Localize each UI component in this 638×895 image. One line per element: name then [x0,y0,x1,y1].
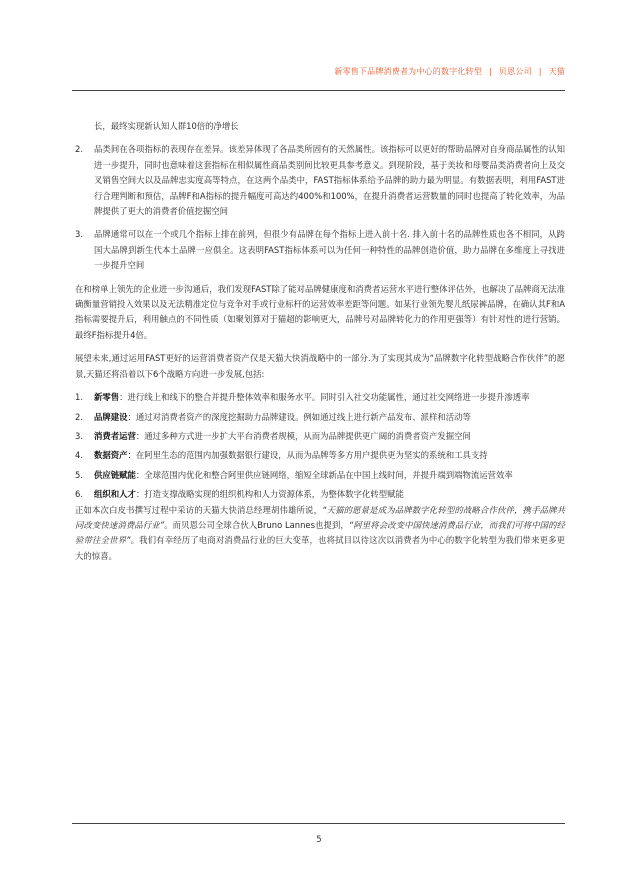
closing-text: 正如本次白皮书撰写过程中采访的天猫大快消总经理胡伟雄所说， [75,504,323,515]
list-number: 1. [75,392,83,403]
list-text: ：通过多种方式进一步扩大平台消费者规模，从而为品牌提供更广阔的消费者资产发掘空间 [135,430,471,441]
header-separator: | [488,67,492,76]
list-item [75,390,565,405]
list-text: ：在阿里生态的范围内加强数据银行建设，从而为品牌等多方用户提供更为坚实的系统和工具支持 [127,450,488,461]
list-number: 2. [75,144,83,155]
list-text: 品类间在各项指标的表现存在差异。该差异体现了各品类所固有的天然属性。该指标可以更好的帮助品牌对自身商品属性的认知进一步提升，同时也意味着这套指标在相似属性商品类别间比较更具参考意义。到现阶段，基于美妆和母婴品类消费者向上及交叉销售空间大以及品牌忠实度高等特点，在这两个品类中，FAST指标体系给予品牌的助力最为明显。有数据表明，利用FAST进行合理判断和预估，品牌F和A指标的提升幅度可高达约400%和100%，在提升消费者运营数量的同时也提高了转化效率，为品牌提供了更大的消费者价值挖掘空间 [94,144,565,217]
list-number: 4. [75,450,83,461]
list-title: 消费者运营 [94,430,136,441]
quote-bain: “阿里将会改变中国快速消费品行业，而我们可将中国的经验带往全世界” [75,519,565,546]
list-title: 新零售 [94,392,120,403]
page-number: 5 [316,835,322,845]
footer-rule [72,823,565,824]
page-body [75,119,565,564]
header-separator: | [538,67,542,76]
header-title: 新零售下品牌消费者为中心的数字化转型 [334,67,482,76]
header-rule [72,90,565,91]
list-item [75,227,565,273]
list-item [75,429,565,444]
list-number: 6. [75,489,83,500]
quote-tmall: “天猫的愿景是成为品牌数字化转型的战略合作伙伴，携手品牌共同改变快速消费品行业” [75,504,565,530]
closing-paragraph [75,503,565,565]
list-number: 2. [75,411,83,422]
list-text: ：进行线上和线下的整合并提升整体效率和服务水平。同时引入社交功能属性，通过社交网络进一步提升渗透率 [119,392,530,403]
list-title: 组织和人才 [94,489,136,500]
list-item [75,142,565,219]
list-title: 供应链赋能 [94,469,136,480]
closing-text: 。我们有幸经历了电商对消费品行业的巨大变革，也将拭目以待这次以消费者为中心的数字化转型为我们带来更多更大的惊喜。 [75,535,565,561]
list-continuation: 长，最终实现新认知人群10倍的净增长 [94,121,239,131]
list-text: ：打造支撑战略实现的组织机构和人力资源体系，为整体数字化转型赋能 [135,489,404,500]
list-number: 5. [75,469,83,480]
paragraph: 在和榜单上领先的企业进一步沟通后，我们发现FAST除了能对品牌健康度和消费者运营水平进行整体评估外，也解决了品牌商无法准确衡量营销投入效果以及无法精准定位与竞争对手或行业标杆的运营效率差距等问题。如某行业领先婴儿纸尿裤品牌，在确认其F和A指标需要提升后，利用触点的不同性质（如聚划算对于猫超的影响更大，品牌号对品牌转化力的作用更强等）有针对性的进行营销。最终F指标提升4倍。 [75,283,565,340]
list-item [75,468,565,483]
list-title: 数据资产 [94,450,128,461]
list-item [75,487,565,502]
running-header [0,66,565,77]
list-text: ：通过对消费者资产的深度挖掘助力品牌建设。例如通过线上进行新产品发布、派样和活动等 [127,411,471,422]
list-text: ：全球范围内优化和整合阿里供应链网络，缩短全球新品在中国上线时间，并提升端到端物流运营效率 [135,469,513,480]
list-number: 3. [75,229,83,240]
header-partner: 天猫 [548,67,565,76]
list-item [75,410,565,425]
paragraph: 展望未来,通过运用FAST更好的运营消费者资产仅是天猫大快消战略中的一部分.为了实现其成为“品牌数字化转型战略合作伙伴”的愿景,天猫还将沿着以下6个战略方向进一步发展,包括: [75,353,565,379]
list-item [75,448,565,463]
list-title: 品牌建设 [94,411,128,422]
header-company: 贝恩公司 [498,67,532,76]
list-text: 品牌通常可以在一个或几个指标上排在前列，但很少有品牌在每个指标上进入前十名. 排入前十名的品牌性质也各不相同，从跨国大品牌到新生代本土品牌一应俱全。这表明FAST指标体系可以为任何一种特性的品牌创造价值，助力品牌在多维度上寻找进一步提升空间 [94,229,565,271]
closing-text: 。而贝恩公司全球合伙人Bruno Lannes也提到， [164,519,349,530]
list-number: 3. [75,430,83,441]
